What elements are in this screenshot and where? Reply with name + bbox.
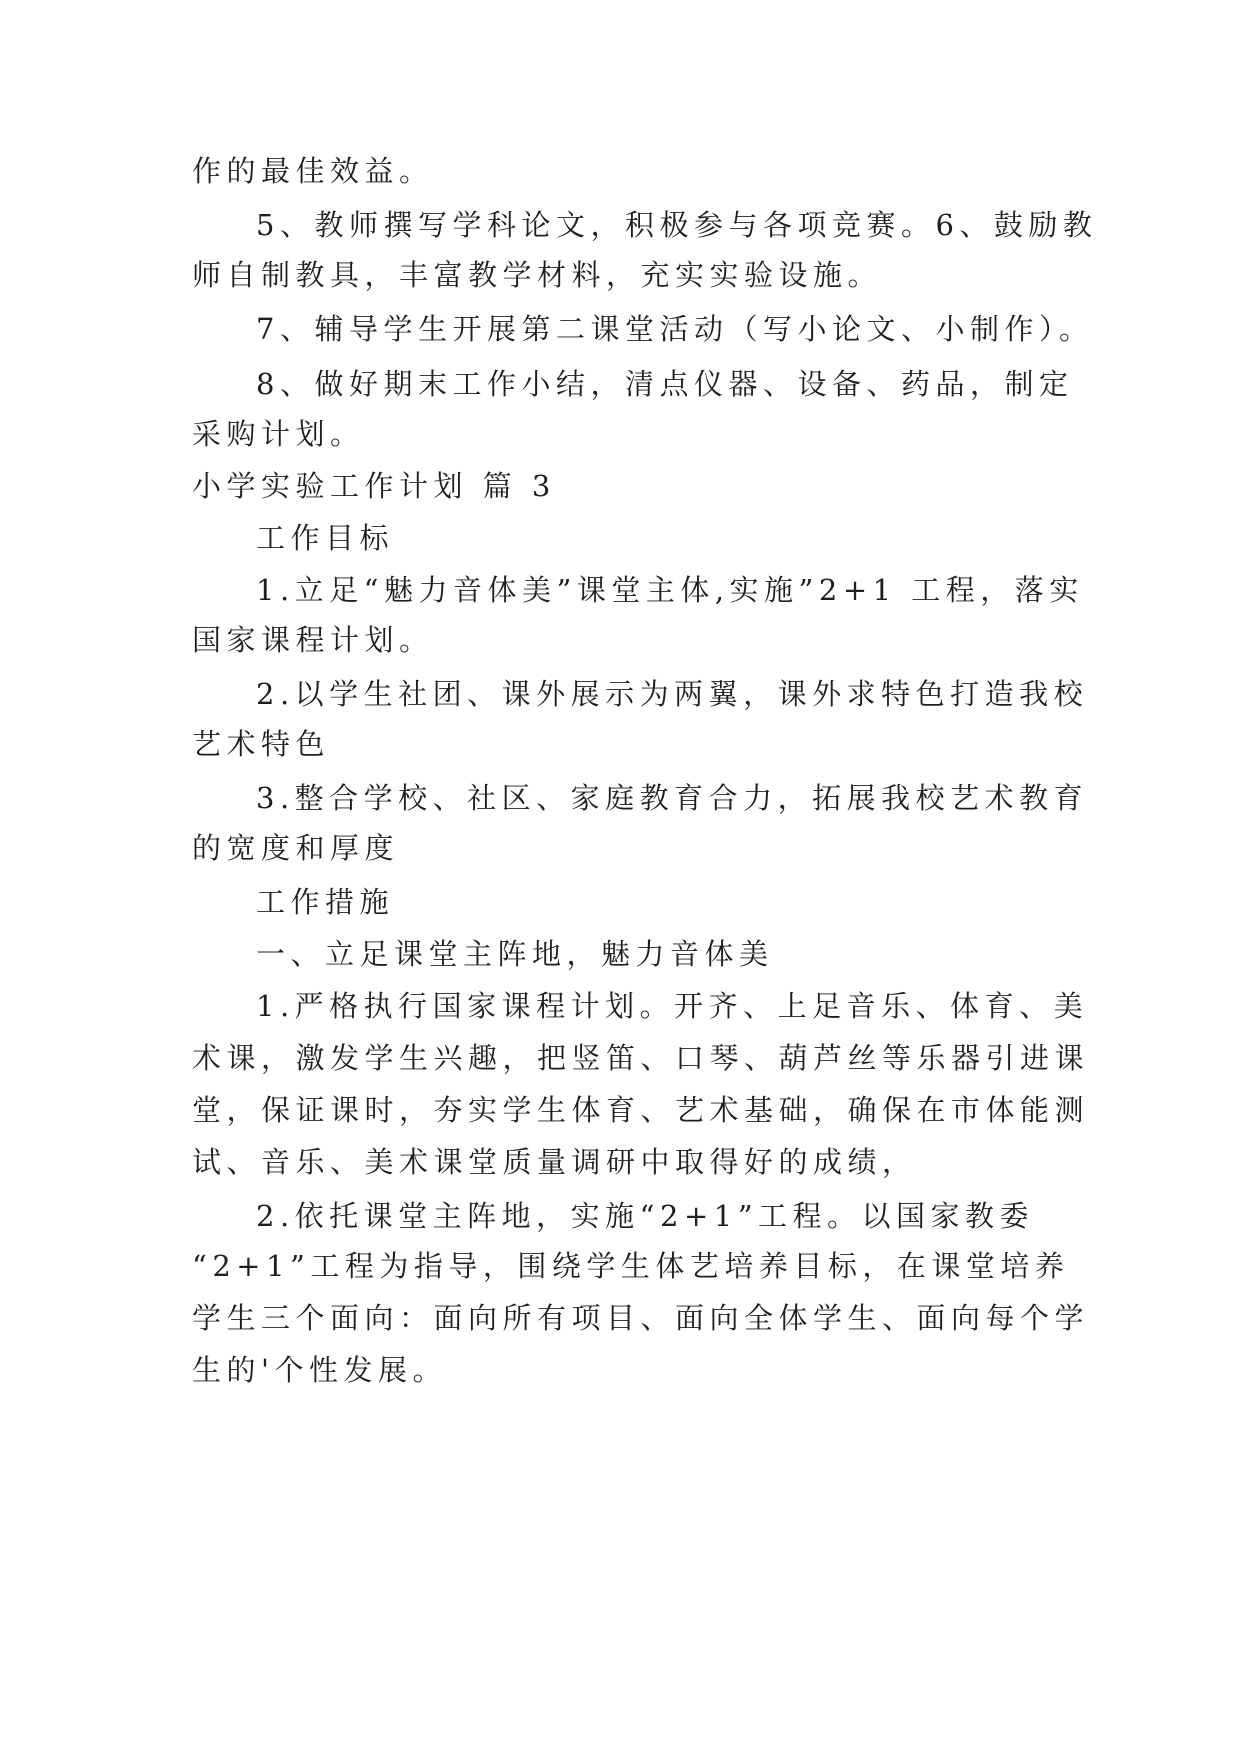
section-heading: 小学实验工作计划 篇 3 (192, 469, 556, 503)
item-8-line-1: 8、做好期末工作小结，清点仪器、设备、药品，制定 (256, 367, 1074, 401)
item-8-line-2: 采购计划。 (192, 417, 365, 451)
goal-3-line-2: 的宽度和厚度 (192, 831, 400, 865)
item-5-line-1: 5、教师撰写学科论文，积极参与各项竞赛。6、鼓励教 (256, 208, 1098, 242)
item-5-line-2: 师自制教具，丰富教学材料，充实实验设施。 (192, 258, 883, 292)
measure-2-line-4: 生的'个性发展。 (192, 1353, 447, 1387)
measure-2-line-2: “2+1”工程为指导，围绕学生体艺培养目标，在课堂培养 (192, 1249, 1070, 1283)
goal-2-line-2: 艺术特色 (192, 727, 331, 761)
goal-3-line-1: 3.整合学校、社区、家庭教育合力，拓展我校艺术教育 (256, 781, 1089, 815)
measure-2-line-1: 2.依托课堂主阵地，实施“2+1”工程。以国家教委 (256, 1199, 1035, 1233)
measure-heading-1: 一、立足课堂主阵地，魅力音体美 (256, 937, 774, 971)
measure-1-line-3: 堂，保证课时，夯实学生体育、艺术基础，确保在市体能测 (192, 1093, 1090, 1127)
measure-1-line-4: 试、音乐、美术课堂质量调研中取得好的成绩， (192, 1145, 917, 1179)
measure-2-line-3: 学生三个面向：面向所有项目、面向全体学生、面向每个学 (192, 1301, 1090, 1335)
measure-1-line-2: 术课，激发学生兴趣，把竖笛、口琴、葫芦丝等乐器引进课 (192, 1041, 1090, 1075)
goal-2-line-1: 2.以学生社团、课外展示为两翼，课外求特色打造我校 (256, 677, 1089, 711)
measure-1-line-1: 1.严格执行国家课程计划。开齐、上足音乐、体育、美 (256, 989, 1089, 1023)
item-7-line: 7、辅导学生开展第二课堂活动（写小论文、小制作）。 (256, 312, 1094, 346)
subheading-measures: 工作措施 (256, 885, 395, 919)
subheading-goals: 工作目标 (256, 521, 395, 555)
goal-1-line-2: 国家课程计划。 (192, 623, 434, 657)
text-line-continuation: 作的最佳效益。 (192, 154, 434, 188)
goal-1-line-1: 1.立足“魅力音体美”课堂主体,实施”2+1 工程，落实 (256, 573, 1084, 607)
